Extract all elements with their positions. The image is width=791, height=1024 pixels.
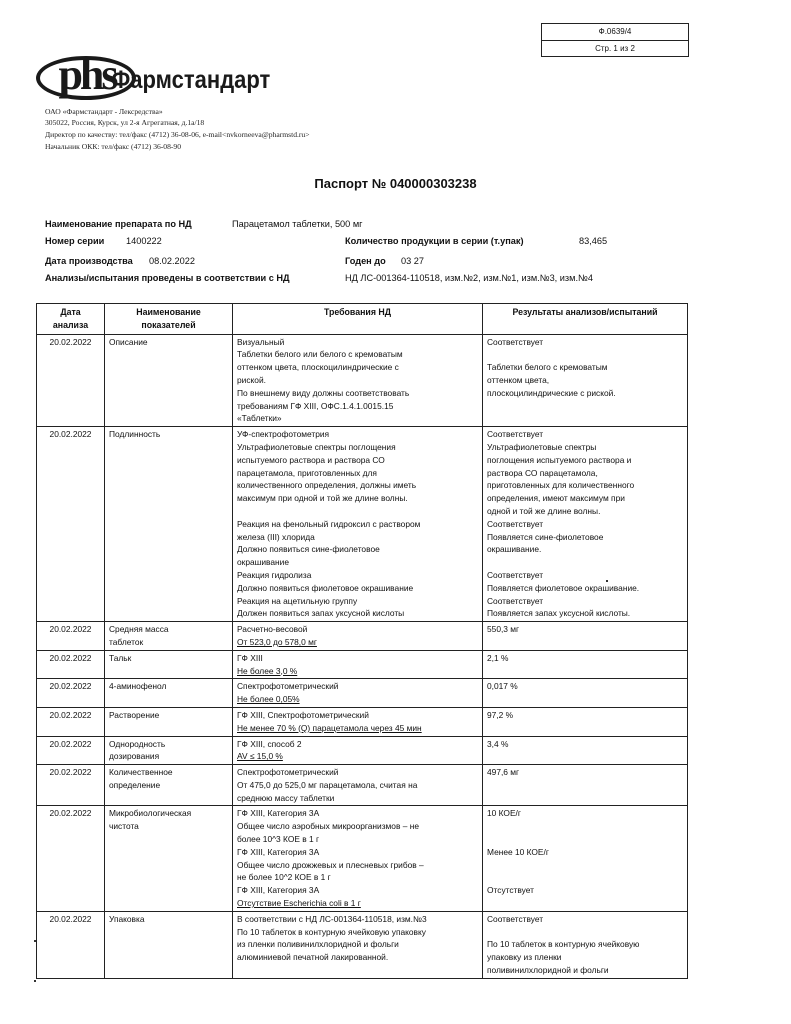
cell-name-line: определение <box>109 779 161 790</box>
passport-title: Паспорт № 040000303238 <box>314 176 477 191</box>
valid-until-label: Годен до <box>345 256 386 266</box>
cell-requirements-line: окрашивание <box>237 557 290 568</box>
cell-requirements-line: не более 10^2 КОЕ в 1 г <box>237 872 331 883</box>
cell-result-line: 10 КОЕ/г <box>487 808 521 819</box>
valid-until-value: 03 27 <box>401 256 424 266</box>
cell-result-line: плоскоцилиндрические с риской. <box>487 387 616 398</box>
cell-requirements <box>233 679 483 708</box>
cell-result-line: Соответствует <box>487 569 544 580</box>
cell-name-line: Упаковка <box>109 913 145 924</box>
cell-requirements-line: От 475,0 до 525,0 мг парацетамола, считая на <box>237 779 418 790</box>
cell-name-line: Описание <box>109 336 148 347</box>
cell-requirements-line: оттенком цвета, плоскоцилиндрические с <box>237 362 399 373</box>
header-requirements: Требования НД <box>233 304 483 335</box>
table-header-row <box>37 304 688 335</box>
cell-date: 20.02.2022 <box>37 707 105 736</box>
company-address: 305022, Россия, Курск, ул 2-я Агрегатная, д.1а/18 <box>45 118 205 127</box>
cell-result <box>483 427 688 622</box>
cell-name <box>105 911 233 978</box>
cell-requirements-line: ГФ XIII, Спектрофотометрический <box>237 709 369 720</box>
table-row <box>37 911 688 978</box>
table-row <box>37 736 688 765</box>
cell-requirements <box>233 427 483 622</box>
blank-line <box>487 926 683 939</box>
blank-line <box>487 859 683 872</box>
cell-requirements-line: По 10 таблеток в контурную ячейковую упаковку <box>237 926 426 937</box>
cell-result-line: Менее 10 КОЕ/г <box>487 846 549 857</box>
cell-name <box>105 765 233 806</box>
cell-requirements <box>233 650 483 679</box>
cell-requirements-line: требованиям ГФ XIII, ОФС.1.4.1.0015.15 <box>237 400 394 411</box>
cell-requirements-line: ГФ XIII, Категория 3А <box>237 808 320 819</box>
cell-name <box>105 679 233 708</box>
cell-result-line: Соответствует <box>487 595 544 606</box>
analysis-table <box>36 303 688 979</box>
cell-requirements-line: УФ-спектрофотометрия <box>237 429 330 440</box>
cell-requirements-line: Общее число дрожжевых и плесневых грибов – <box>237 859 424 870</box>
quality-director-contact: Директор по качеству: тел/факс (4712) 36-08-06, e-mail<nvkorneeva@pharmstd.ru> <box>45 130 310 139</box>
cell-result <box>483 707 688 736</box>
cell-result-line: Появляется фиолетовое окрашивание. <box>487 582 640 593</box>
cell-requirements <box>233 334 483 427</box>
company-name: ОАО «Фармстандарт - Лексредства» <box>45 107 163 116</box>
cell-name <box>105 334 233 427</box>
cell-result-line: 550,3 мг <box>487 624 520 635</box>
blank-line <box>487 897 683 910</box>
cell-requirements-line: Должно появиться сине-фиолетовое <box>237 544 380 555</box>
cell-requirements-line: ГФ XIII, Категория 3А <box>237 885 320 896</box>
cell-result <box>483 679 688 708</box>
cell-requirements <box>233 765 483 806</box>
cell-requirements-line: Реакция гидролиза <box>237 569 312 580</box>
tests-basis-value: НД ЛС-001364-110518, изм.№2, изм.№1, изм.№3, изм.№4 <box>345 273 593 283</box>
cell-name <box>105 707 233 736</box>
cell-requirements-line: «Таблетки» <box>237 413 282 424</box>
tests-basis-label: Анализы/испытания проведены в соответствии с НД <box>45 273 290 283</box>
cell-date: 20.02.2022 <box>37 806 105 911</box>
cell-result-line: оттенком цвета, <box>487 374 550 385</box>
cell-requirements-line: Общее число аэробных микроорганизмов – не <box>237 821 420 832</box>
quantity-label: Количество продукции в серии (т.упак) <box>345 236 524 246</box>
cell-result-line: поливинилхлоридной и фольги <box>487 965 609 976</box>
cell-requirements-line: От 523,0 до 578,0 мг <box>237 636 317 647</box>
cell-name-line: Подлинность <box>109 429 161 440</box>
table-row <box>37 427 688 622</box>
cell-result-line: Соответствует <box>487 429 544 440</box>
cell-result-line: упаковку из пленки <box>487 952 562 963</box>
header-date-line: анализа <box>52 319 89 330</box>
table-row <box>37 806 688 911</box>
series-label: Номер серии <box>45 236 105 246</box>
cell-date: 20.02.2022 <box>37 622 105 651</box>
cell-requirements-line: Спектрофотометрический <box>237 681 339 692</box>
cell-requirements-line: более 10^3 КОЕ в 1 г <box>237 834 320 845</box>
cell-name <box>105 650 233 679</box>
drug-name-value: Парацетамол таблетки, 500 мг <box>232 219 363 229</box>
margin-mark <box>34 980 36 982</box>
cell-requirements-line: Таблетки белого или белого с кремоватым <box>237 349 403 360</box>
cell-requirements-line: Реакция на ацетильную группу <box>237 595 358 606</box>
table-row <box>37 679 688 708</box>
cell-date: 20.02.2022 <box>37 334 105 427</box>
cell-requirements-line: среднюю массу таблетки <box>237 792 335 803</box>
cell-result <box>483 911 688 978</box>
quantity-value: 83,465 <box>579 236 608 246</box>
cell-name-line: Микробиологическая <box>109 808 192 819</box>
qc-head-contact: Начальник ОКК: тел/факс (4712) 36-08-90 <box>45 142 182 151</box>
cell-requirements-line: Визуальный <box>237 336 285 347</box>
cell-name <box>105 622 233 651</box>
cell-name-line: дозирования <box>109 751 160 762</box>
cell-requirements-line: алюминиевой печатной лакированной. <box>237 952 389 963</box>
blank-line <box>487 820 683 833</box>
production-date-value: 08.02.2022 <box>149 256 195 266</box>
table-row <box>37 707 688 736</box>
header-name <box>105 304 233 335</box>
cell-requirements-line: железа (III) хлорида <box>237 531 315 542</box>
cell-name-line: 4-аминофенол <box>109 681 167 692</box>
cell-result-line: одной и той же длине волны. <box>487 505 601 516</box>
header-name-line: Наименование <box>136 307 201 317</box>
cell-requirements <box>233 707 483 736</box>
logo-monogram: phs <box>58 50 116 99</box>
cell-requirements-line: Реакция на фенольный гидроксил с раствором <box>237 518 421 529</box>
cell-date: 20.02.2022 <box>37 736 105 765</box>
cell-requirements-line: Не более 0,05% <box>237 694 300 705</box>
blank-line <box>487 556 683 569</box>
cell-requirements-line: В соответствии с НД ЛС-001364-110518, изм.№3 <box>237 913 427 924</box>
cell-result-line: Отсутствует <box>487 885 534 896</box>
cell-name <box>105 806 233 911</box>
cell-result-line: окрашивание. <box>487 544 542 555</box>
production-date-label: Дата производства <box>45 256 133 266</box>
blank-line <box>237 505 478 518</box>
cell-requirements-line: из пленки поливинилхлоридной и фольги <box>237 939 399 950</box>
cell-requirements-line: парацетамола, приготовленных для <box>237 467 377 478</box>
cell-requirements-line: максимум при одной и той же длине волны. <box>237 493 408 504</box>
scan-speck <box>606 580 608 582</box>
cell-result-line: Соответствует <box>487 518 544 529</box>
cell-requirements <box>233 911 483 978</box>
table-row <box>37 650 688 679</box>
margin-mark <box>34 940 36 942</box>
cell-result-line: приготовленных для количественного <box>487 480 635 491</box>
cell-requirements-line: По внешнему виду должны соответствовать <box>237 387 410 398</box>
cell-result <box>483 736 688 765</box>
cell-requirements-line: Расчетно-весовой <box>237 624 308 635</box>
cell-name-line: таблеток <box>109 636 144 647</box>
cell-requirements-line: риской. <box>237 374 266 385</box>
cell-result-line: По 10 таблеток в контурную ячейковую <box>487 939 640 950</box>
cell-requirements-line: Должен появиться запах уксусной кислоты <box>237 608 405 619</box>
cell-requirements-line: ГФ XIII <box>237 652 263 663</box>
cell-requirements-line: Ультрафиолетовые спектры поглощения <box>237 441 396 452</box>
cell-result-line: Соответствует <box>487 913 544 924</box>
cell-result-line: Появляется запах уксусной кислоты. <box>487 608 631 619</box>
cell-result <box>483 622 688 651</box>
cell-name-line: Однородность <box>109 738 166 749</box>
cell-requirements-line: Должно появиться фиолетовое окрашивание <box>237 582 414 593</box>
cell-result-line: раствора СО парацетамола, <box>487 467 598 478</box>
cell-requirements-line: Не более 3,0 % <box>237 665 298 676</box>
form-code-box <box>541 23 689 57</box>
cell-result-line: Таблетки белого с кремоватым <box>487 362 608 373</box>
cell-requirements-line: количественного определения, должны иметь <box>237 480 417 491</box>
cell-requirements-line: AV ≤ 15,0 % <box>237 751 283 762</box>
cell-requirements-line: Не менее 70 % (Q) парацетамола через 45 мин <box>237 722 422 733</box>
cell-date: 20.02.2022 <box>37 427 105 622</box>
cell-result <box>483 334 688 427</box>
cell-name <box>105 736 233 765</box>
cell-result-line: 97,2 % <box>487 709 514 720</box>
cell-result-line: определения, имеют максимум при <box>487 493 625 504</box>
cell-result-line: Ультрафиолетовые спектры <box>487 441 597 452</box>
table-row <box>37 334 688 427</box>
cell-result-line: Появляется сине-фиолетовое <box>487 531 604 542</box>
cell-date: 20.02.2022 <box>37 911 105 978</box>
cell-result-line: 0,017 % <box>487 681 518 692</box>
header-name-line: показателей <box>141 319 196 330</box>
cell-result-line: Соответствует <box>487 336 544 347</box>
cell-requirements-line: ГФ XIII, Категория 3А <box>237 846 320 857</box>
cell-result <box>483 806 688 911</box>
cell-date: 20.02.2022 <box>37 679 105 708</box>
cell-result <box>483 765 688 806</box>
header-date-line: Дата <box>60 307 81 317</box>
cell-requirements <box>233 806 483 911</box>
blank-line <box>487 833 683 846</box>
drug-name-label: Наименование препарата по НД <box>45 219 192 229</box>
blank-line <box>487 348 683 361</box>
cell-result <box>483 650 688 679</box>
table-row <box>37 622 688 651</box>
page-number: Стр. 1 из 2 <box>542 40 688 56</box>
cell-name-line: Количественное <box>109 767 173 778</box>
cell-date: 20.02.2022 <box>37 765 105 806</box>
cell-requirements <box>233 736 483 765</box>
series-value: 1400222 <box>126 236 162 246</box>
cell-requirements-line: ГФ XIII, способ 2 <box>237 738 302 749</box>
cell-requirements-line: Спектрофотометрический <box>237 767 339 778</box>
cell-date: 20.02.2022 <box>37 650 105 679</box>
cell-result-line: 3,4 % <box>487 738 509 749</box>
header-results: Результаты анализов/испытаний <box>483 304 688 335</box>
cell-requirements <box>233 622 483 651</box>
company-logo <box>36 52 296 102</box>
cell-name-line: Средняя масса <box>109 624 169 635</box>
cell-requirements-line: испытуемого раствора и раствора СО <box>237 454 385 465</box>
blank-line <box>487 871 683 884</box>
header-date <box>37 304 105 335</box>
cell-name-line: Тальк <box>109 652 132 663</box>
cell-result-line: поглощения испытуемого раствора и <box>487 454 632 465</box>
cell-requirements-line: Отсутствие Escherichia coli в 1 г <box>237 898 361 909</box>
cell-result-line: 497,6 мг <box>487 767 520 778</box>
cell-name-line: чистота <box>109 821 139 832</box>
cell-name-line: Растворение <box>109 709 160 720</box>
form-code: Ф.0639/4 <box>598 27 632 36</box>
cell-name <box>105 427 233 622</box>
cell-result-line: 2,1 % <box>487 652 509 663</box>
logo-name: Фармстандарт <box>111 65 271 94</box>
table-row <box>37 765 688 806</box>
